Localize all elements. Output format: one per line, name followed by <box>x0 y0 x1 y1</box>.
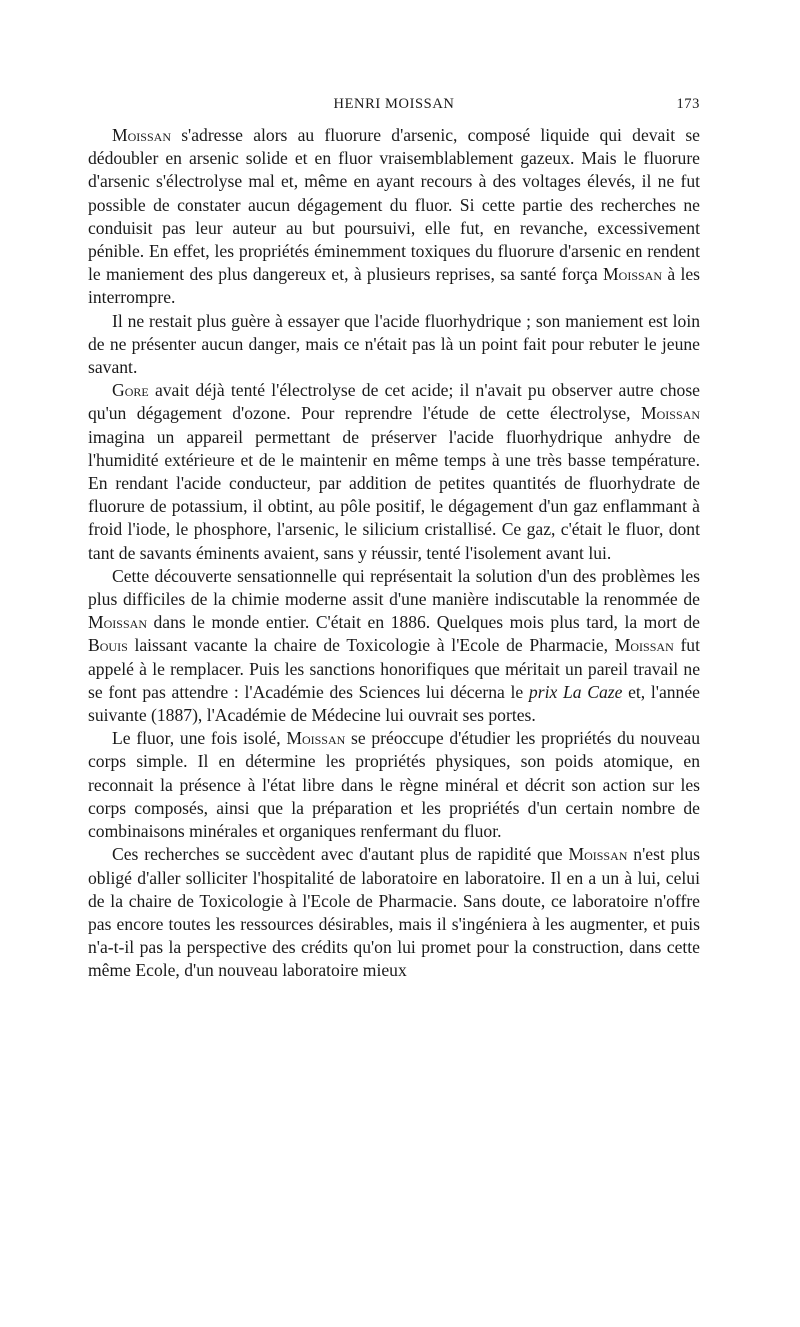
small-caps-name: Moissan <box>641 403 700 424</box>
paragraph <box>88 565 700 727</box>
book-page <box>88 96 700 983</box>
text-run: et, l'année suivante (1887), l'Académie de Médecine lui ouvrait ses portes. <box>88 681 700 726</box>
page-number: 173 <box>676 96 700 112</box>
paragraph <box>88 379 700 565</box>
paragraph <box>88 310 700 380</box>
text-run: Cette découverte sensationnelle qui représentait la solution d'un des problèmes les plus difficiles de la chimie moderne assit d'une manière indiscutable la renommée de <box>88 565 700 610</box>
text-run: laissant vacante la chaire de Toxicologie à l'Ecole de Pharmacie, <box>127 635 615 656</box>
text-run: se préoccupe d'étudier les propriétés du nouveau corps simple. Il en détermine les propriétés physiques, son poids atomique, en reconnait la présence à l'état libre dans le règne minéral et décrit son action sur les corps composés, ainsi que la préparation et les propriétés d'un certain nombre de combinaisons minérales et organiques renfermant du fluor. <box>88 728 700 842</box>
small-caps-name: Gore <box>112 380 149 401</box>
small-caps-name: Moissan <box>603 264 663 285</box>
text-run: Le fluor, une fois isolé, <box>112 728 287 749</box>
text-run: s'adresse alors au fluorure d'arsenic, composé liquide qui devait se dédoubler en arsenic solide et en fluor vraisemblablement gazeux. Mais le fluorure d'arsenic s'électrolyse mal et, même en ayant recours à des voltages élevés, il ne fut possible de constater aucun dégagement du fluor. Si cette partie des recherches ne conduisit pas leur auteur au but poursuivi, elle fut, en revanche, excessivement pénible. En effet, les propriétés éminemment toxiques du fluorure d'arsenic en rendent le maniement des plus dangereux et, à plusieurs reprises, sa santé força <box>88 125 700 285</box>
text-run: imagina un appareil permettant de préserver l'acide fluorhydrique anhydre de l'humidité extérieure et de le maintenir en même temps à une très basse température. En rendant l'acide conducteur, par addition de petites quantités de fluorhydrate de fluorure de potassium, il obtint, au pôle positif, le dégagement d'un gaz enflammant à froid l'iode, le phosphore, l'arsenic, le silicium cristallisé. Ce gaz, c'était le fluor, dont tant de savants éminents avaient, sans y réussir, tenté l'isolement avant lui. <box>88 426 700 563</box>
text-run: Ces recherches se succèdent avec d'autant plus de rapidité que <box>112 844 569 865</box>
small-caps-name: Bouis <box>88 635 128 656</box>
small-caps-name: Moissan <box>568 844 628 865</box>
paragraph <box>88 727 700 843</box>
small-caps-name: Moissan <box>286 728 346 749</box>
small-caps-name: Moissan <box>112 125 171 145</box>
text-run: Il ne restait plus guère à essayer que l'acide fluorhydrique ; son maniement est loin de ne présenter aucun danger, mais ce n'était pas là un point fait pour rebuter le jeune savant. <box>88 310 700 378</box>
text-run: fut appelé à le remplacer. Puis les sanctions honorifiques que méritait un pareil travail ne se font pas attendre : l'Académie des Sciences lui décerna le <box>88 635 700 702</box>
italic-text: prix La Caze <box>528 681 623 702</box>
paragraph <box>88 843 700 982</box>
running-title: HENRI MOISSAN <box>333 96 455 112</box>
text-run: à les interrompre. <box>88 264 700 308</box>
text-run: n'est plus obligé d'aller solliciter l'hospitalité de laboratoire en laboratoire. Il en a un à lui, celui de la chaire de Toxicologie à l'Ecole de Pharmacie. Sans doute, ce laboratoire n'offre pas encore toutes les ressources désirables, mais il s'ingéniera à les augmenter, et puis n'a-t-il pas la perspective des crédits qu'on lui promet pour la construction, dans cette même Ecole, d'un nouveau laboratoire mieux <box>88 844 700 981</box>
small-caps-name: Moissan <box>614 635 674 656</box>
body-text <box>88 124 700 983</box>
small-caps-name: Moissan <box>88 612 147 633</box>
text-run: avait déjà tenté l'électrolyse de cet acide; il n'avait pu observer autre chose qu'un dégagement d'ozone. Pour reprendre l'étude de cette électrolyse, <box>88 380 700 424</box>
paragraph <box>88 124 700 310</box>
text-run: dans le monde entier. C'était en 1886. Quelques mois plus tard, la mort de <box>147 612 700 633</box>
running-head <box>88 96 700 124</box>
